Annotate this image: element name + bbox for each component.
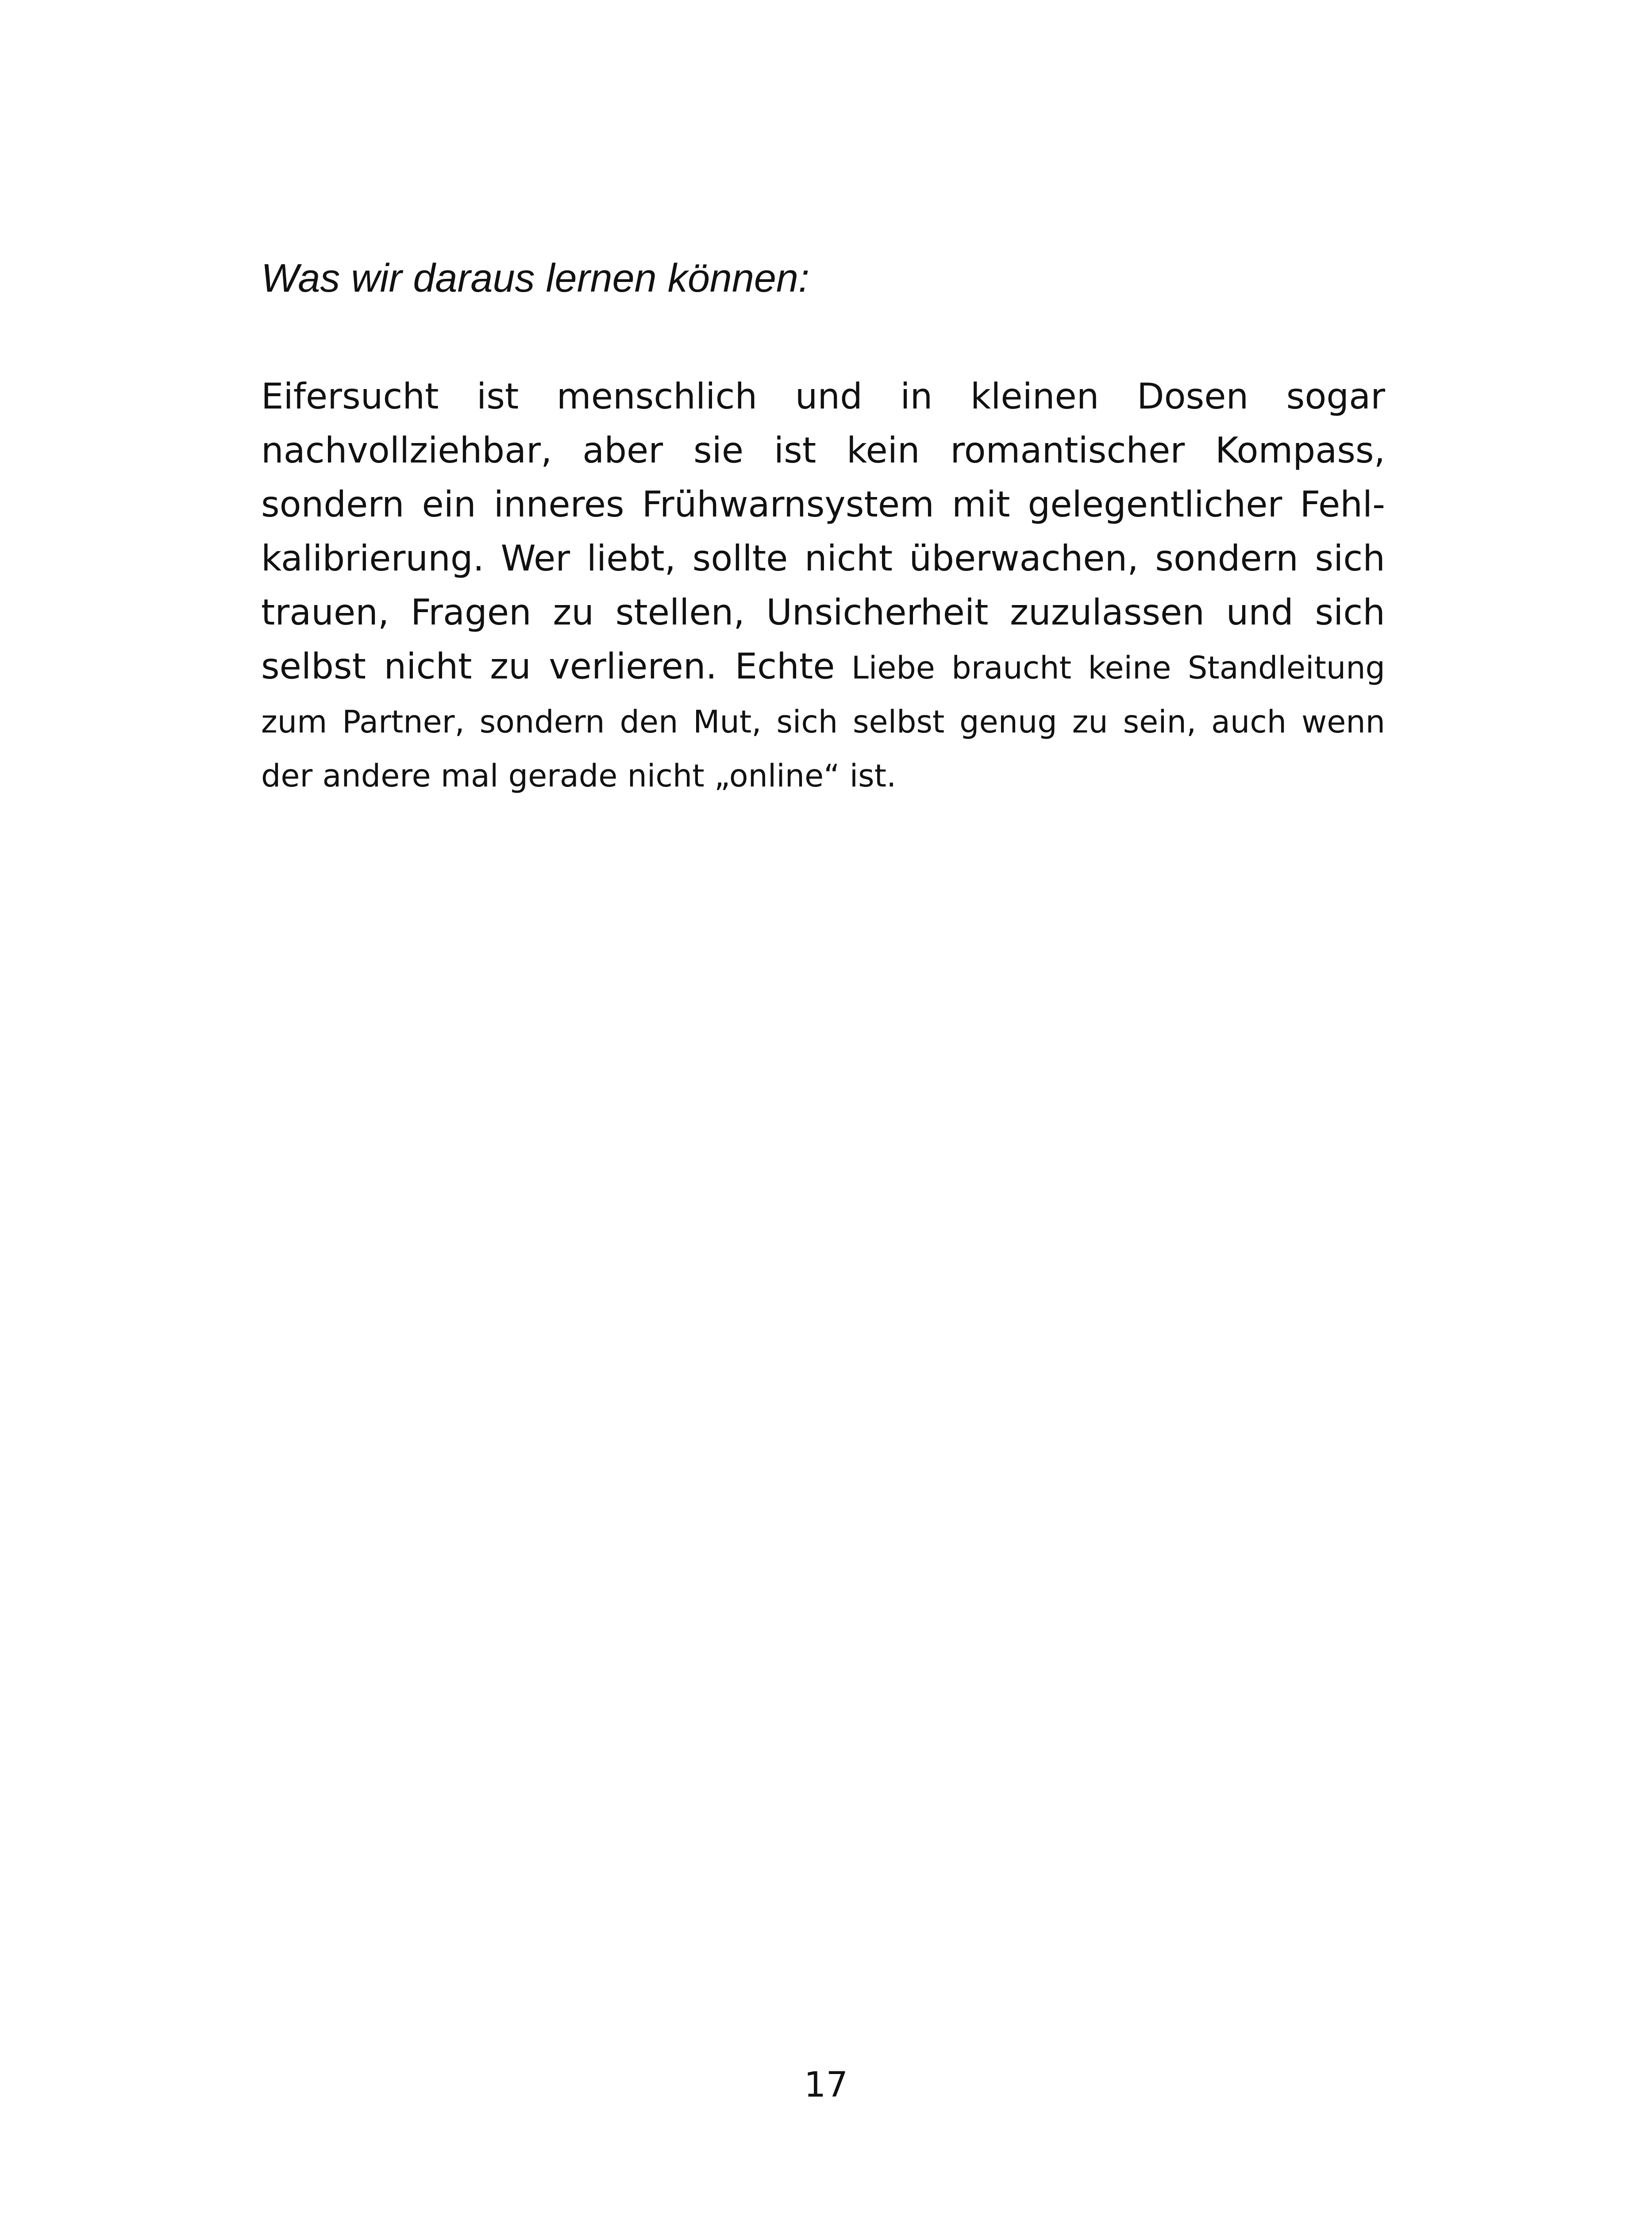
page-number: 17: [804, 2065, 848, 2105]
section-heading: Was wir daraus lernen können:: [261, 256, 809, 301]
body-paragraph: [261, 370, 1385, 802]
body-paragraph-tail: Liebe braucht keine Standleitung zum Partner, sondern den Mut, sich selbst genug zu sein, auch wenn der andere mal gerade nicht „online“ ist.: [261, 650, 1385, 794]
body-paragraph-main: Eifersucht ist menschlich und in kleinen Dosen sogar nachvollziehbar, aber sie ist kein romantischer Kompass, sondern ein inneres Frühwarnsystem mit gelegentlicher Fehlkalibrierung. Wer liebt, sollte nicht überwachen, sondern sich trauen, Fragen zu stellen, Unsicherheit zuzulassen und sich selbst nicht zu verlieren. Echte: [261, 376, 1385, 687]
